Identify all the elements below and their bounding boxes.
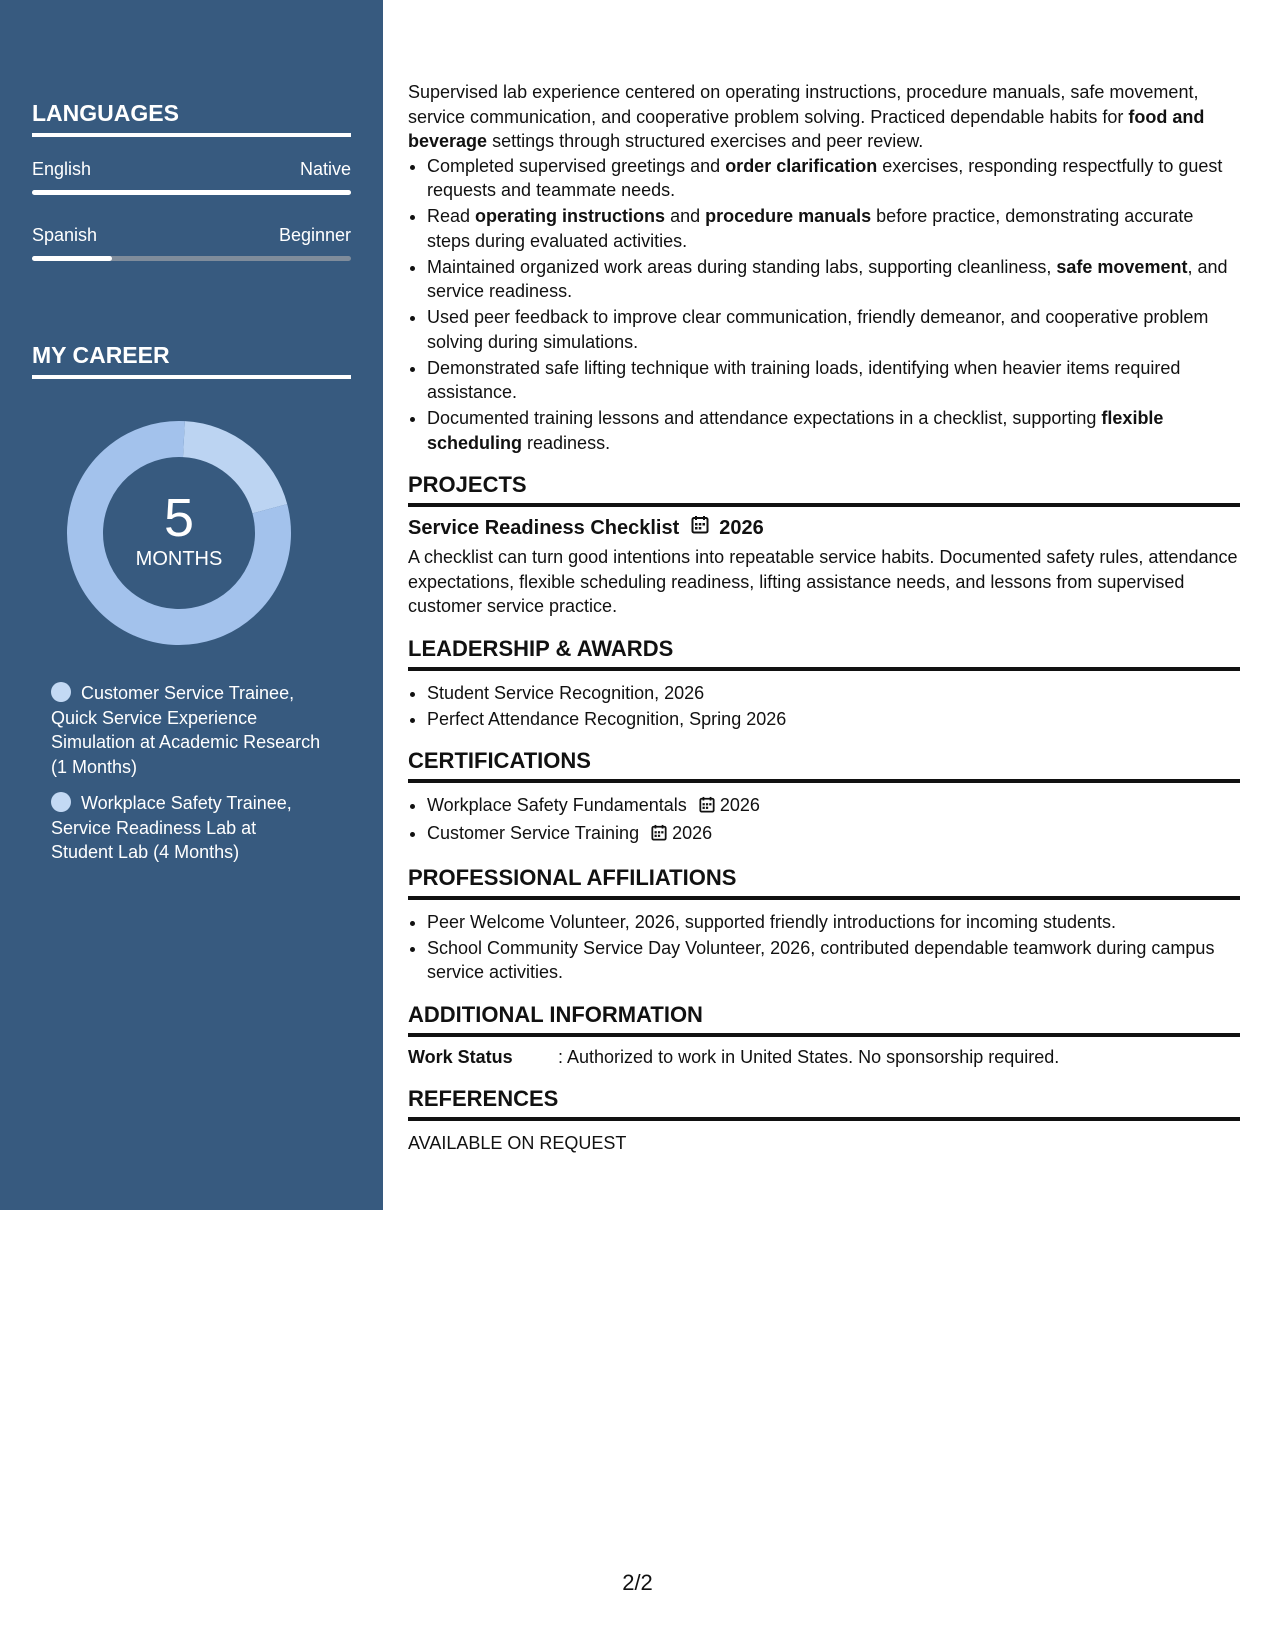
- awards-section: [408, 635, 1240, 732]
- calendar-icon: [691, 515, 709, 541]
- list-item: • Used peer feedback to improve clear communication, friendly demeanor, and cooperative problem solving during simulations.: [427, 305, 1240, 354]
- career-total-unit: MONTHS: [135, 547, 223, 570]
- awards-heading: LEADERSHIP & AWARDS: [408, 635, 1240, 671]
- project-description: A checklist can turn good intentions into repeatable service habits. Documented safety rules, attendance expectations, flexible scheduling readiness, lifting assistance needs, and lessons from supervised customer service practice.: [408, 547, 1238, 616]
- calendar-icon: [651, 823, 667, 848]
- list-item: • Peer Welcome Volunteer, 2026, supported friendly introductions for incoming students.: [427, 910, 1240, 935]
- calendar-icon: [699, 795, 715, 820]
- language-level: Native: [299, 159, 351, 179]
- career-total-value: 5: [163, 487, 195, 548]
- project-title-row: [408, 515, 1240, 541]
- certifications-list: [408, 793, 1240, 848]
- language-level: Beginner: [278, 225, 351, 245]
- certifications-heading: CERTIFICATIONS: [408, 747, 1240, 783]
- certifications-section: [408, 747, 1240, 848]
- experience-intro: Supervised lab experience centered on operating instructions, procedure manuals, safe movement, service communication, and cooperative problem solving. Practiced dependable habits for food and beverage settings through structured exercises and peer review.: [408, 82, 1205, 151]
- project-title: Service Readiness Checklist: [408, 517, 680, 539]
- career-donut-chart: [66, 420, 292, 646]
- language-item-english: [32, 159, 351, 195]
- page-number: 2/2: [622, 1570, 653, 1595]
- affiliations-list: [408, 910, 1240, 985]
- list-item: • Student Service Recognition, 2026: [427, 681, 1240, 706]
- list-item: • School Community Service Day Volunteer, 2026, contributed dependable teamwork during campus service activities.: [427, 936, 1240, 985]
- career-section: [32, 342, 351, 379]
- list-item: • Documented training lessons and attendance expectations in a checklist, supporting flexible scheduling readiness.: [427, 406, 1240, 455]
- language-item-spanish: [32, 225, 351, 261]
- list-item: • Demonstrated safe lifting technique with training loads, identifying when heavier items required assistance.: [427, 356, 1240, 405]
- affiliations-heading: PROFESSIONAL AFFILIATIONS: [408, 864, 1240, 900]
- list-item: • Maintained organized work areas during standing labs, supporting cleanliness, safe movement, and service readiness.: [427, 255, 1240, 304]
- references-text: AVAILABLE ON REQUEST: [408, 1133, 627, 1153]
- language-proficiency-fill: [32, 256, 112, 261]
- references-heading: REFERENCES: [408, 1085, 1240, 1121]
- languages-section: [32, 100, 351, 261]
- list-item: • Read operating instructions and procedure manuals before practice, demonstrating accurate steps during evaluated activities.: [427, 204, 1240, 253]
- main-content: [408, 80, 1240, 1156]
- awards-list: [408, 681, 1240, 732]
- language-proficiency-fill: [32, 190, 351, 195]
- cert-year: 2026: [719, 795, 760, 815]
- experience-bullets: [408, 154, 1240, 456]
- career-item: [51, 681, 321, 779]
- list-item: • Customer Service Training 2026: [427, 821, 1240, 848]
- additional-heading: ADDITIONAL INFORMATION: [408, 1001, 1240, 1037]
- career-dot-icon: [51, 792, 71, 812]
- experience-section: [408, 80, 1240, 455]
- work-status-row: [408, 1045, 1240, 1070]
- project-year: 2026: [719, 517, 764, 539]
- career-total: [66, 420, 292, 646]
- list-item: • Perfect Attendance Recognition, Spring 2026: [427, 707, 1240, 732]
- language-proficiency-bar: [32, 190, 351, 195]
- career-list: [51, 681, 321, 877]
- sidebar: [0, 0, 383, 1210]
- affiliations-section: [408, 864, 1240, 985]
- language-name: English: [32, 159, 92, 179]
- career-item-text: Customer Service Trainee, Quick Service Experience Simulation at Academic Research (1 Months): [51, 683, 321, 777]
- language-proficiency-bar: [32, 256, 351, 261]
- languages-heading: LANGUAGES: [32, 100, 351, 137]
- career-heading: MY CAREER: [32, 342, 351, 379]
- additional-section: [408, 1001, 1240, 1070]
- career-item: [51, 791, 321, 865]
- references-section: [408, 1085, 1240, 1156]
- work-status-label: Work Status: [408, 1046, 513, 1067]
- projects-heading: PROJECTS: [408, 471, 1240, 507]
- work-status-value: : Authorized to work in United States. No sponsorship required.: [558, 1046, 1060, 1067]
- career-dot-icon: [51, 682, 71, 702]
- language-name: Spanish: [32, 225, 98, 245]
- list-item: • Completed supervised greetings and order clarification exercises, responding respectfully to guest requests and teammate needs.: [427, 154, 1240, 203]
- projects-section: [408, 471, 1240, 619]
- cert-year: 2026: [672, 823, 713, 843]
- career-item-text: Workplace Safety Trainee, Service Readiness Lab at Student Lab (4 Months): [51, 793, 292, 862]
- list-item: • Workplace Safety Fundamentals 2026: [427, 793, 1240, 820]
